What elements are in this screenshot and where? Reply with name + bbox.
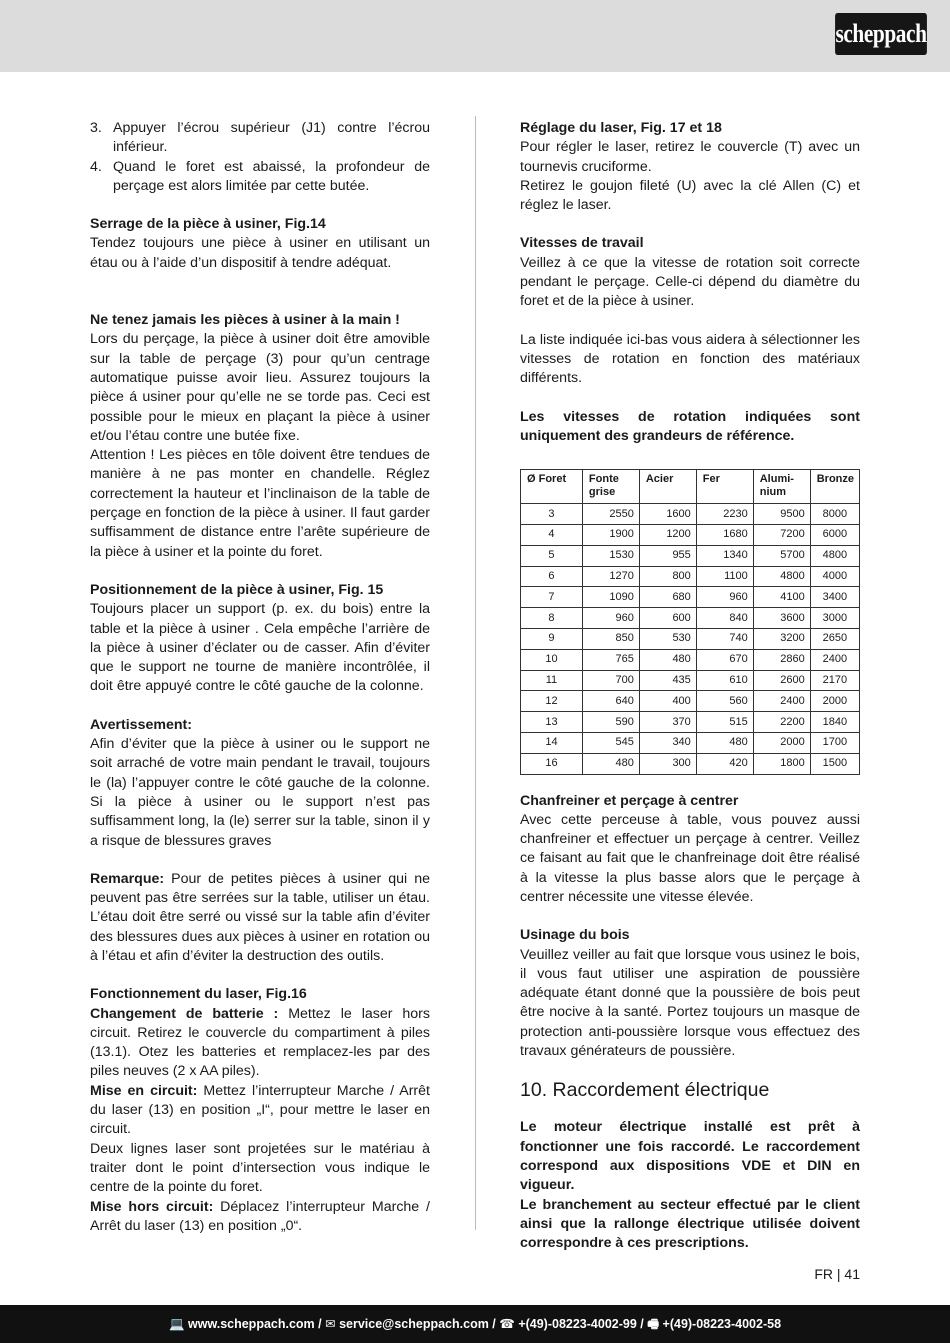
table-header-cell	[582, 470, 639, 504]
header-band	[0, 0, 950, 72]
table-cell: 3000	[810, 608, 859, 629]
inline-label: Mise hors circuit:	[90, 1198, 214, 1215]
table-cell: 1800	[753, 753, 810, 774]
table-cell: 640	[582, 691, 639, 712]
table-row	[521, 691, 860, 712]
paragraph: Toujours placer un support (p. ex. du bois) entre la table et la pièce à usiner . Cela empêche l’arrière de la pièce à usiner d’éclater ou de casser. Afin d’éviter que le support ne tourne de manière incontrôlée, il doit être appuyé contre le côté gauche de la colonne.	[90, 601, 430, 695]
table-cell: 8000	[810, 504, 859, 525]
table-cell: 590	[582, 712, 639, 733]
table-cell: 700	[582, 670, 639, 691]
paragraph: Afin d’éviter que la pièce à usiner ou le support ne soit arraché de votre main pendant le travail, toujours le (la) l’appuyer contre le côté gauche de la colonne. Si la pièce à usiner ou le support n’est pas suffisamment long, la (le) serrer sur la table, sinon il y a risque de blessures graves	[90, 736, 430, 849]
paragraph: Le moteur électrique installé est prêt à fonctionner une fois raccordé. Le raccordement correspond aux dispositions VDE et DIN en vigueur.	[520, 1119, 860, 1194]
table-row	[521, 608, 860, 629]
fax-icon: 🖷	[647, 1317, 660, 1331]
header-line: Fer	[702, 473, 720, 486]
paragraph: Tendez toujours une pièce à usiner en utilisant un étau ou à l’aide d’un dispositif à tendre adéquat.	[90, 235, 430, 271]
table-cell: 530	[639, 628, 696, 649]
table-cell: 4800	[753, 566, 810, 587]
table-cell: 5	[521, 545, 583, 566]
table-cell: 515	[696, 712, 753, 733]
table-cell: 6	[521, 566, 583, 587]
table-cell: 13	[521, 712, 583, 733]
table-cell: 3200	[753, 628, 810, 649]
header-line: Alumi-	[759, 473, 794, 486]
table-header-row	[521, 470, 860, 504]
table-cell: 3	[521, 504, 583, 525]
section-title: Avertissement:	[90, 716, 192, 733]
footer-bar	[0, 1305, 950, 1343]
paragraph: Veuillez veiller au fait que lorsque vous usinez le bois, il vous faut utiliser une aspiration de poussière adéquate étant donné que la poussière de bois peut être nocive à la santé. Portez toujours un masque de protection anti-poussière lorsque vous effectuez des travaux générateurs de poussière.	[520, 946, 860, 1060]
table-cell: 1840	[810, 712, 859, 733]
section-laser	[90, 985, 430, 1236]
header-line: Fonte	[588, 473, 619, 486]
table-cell: 480	[696, 732, 753, 753]
right-column	[520, 119, 860, 1253]
website-link[interactable]: www.scheppach.com	[188, 1317, 315, 1331]
list-item	[90, 158, 430, 197]
table-cell: 16	[521, 753, 583, 774]
table-header-cell	[810, 470, 859, 504]
header-line: Acier	[645, 473, 674, 486]
paragraph	[90, 870, 430, 966]
table-cell: 1700	[810, 732, 859, 753]
paragraph: Deux lignes laser sont projetées sur le matériau à traiter dont le point d’intersection vous indique le centre de la pointe du foret.	[90, 1140, 430, 1196]
table-cell: 850	[582, 628, 639, 649]
table-cell: 2000	[810, 691, 859, 712]
section-wood	[520, 926, 860, 1061]
table-cell: 1200	[639, 524, 696, 545]
table-cell: 6000	[810, 524, 859, 545]
table-cell: 1530	[582, 545, 639, 566]
list-text: Quand le foret est abaissé, la profondeur de perçage est alors limitée par cette butée.	[113, 158, 430, 194]
table-row	[521, 753, 860, 774]
inline-text: Déplacez l’interrupteur Marche / Arrêt du laser (13) en position „0“.	[90, 1198, 430, 1234]
paragraph: La liste indiquée ici-bas vous aidera à sélectionner les vitesses de rotation en fonction des matériaux différents.	[520, 331, 860, 387]
table-cell: 1500	[810, 753, 859, 774]
table-cell: 4000	[810, 566, 859, 587]
table-cell: 7	[521, 587, 583, 608]
separator: /	[314, 1317, 326, 1331]
section-title: Positionnement de la pièce à usiner, Fig. 15	[90, 581, 384, 598]
table-cell: 11	[521, 670, 583, 691]
header-line: grise	[588, 486, 616, 499]
table-cell: 300	[639, 753, 696, 774]
mail-icon: ✉	[325, 1317, 336, 1331]
table-cell: 2650	[810, 628, 859, 649]
inline-text: Mettez le laser hors circuit. Retirez le couvercle du compartiment à piles (13.1). Otez les batteries et remplacez-les par des piles neuves (2 x AA piles).	[90, 1005, 430, 1080]
table-cell: 340	[639, 732, 696, 753]
section-speed-list	[520, 331, 860, 389]
paragraph	[90, 1005, 430, 1082]
table-cell: 765	[582, 649, 639, 670]
table-cell: 10	[521, 649, 583, 670]
phone-icon: ☎	[499, 1317, 515, 1331]
table-row	[521, 628, 860, 649]
table-cell: 9500	[753, 504, 810, 525]
section-title: Réglage du laser, Fig. 17 et 18	[520, 120, 722, 136]
table-cell: 960	[582, 608, 639, 629]
list-item	[90, 119, 430, 158]
table-cell: 3400	[810, 587, 859, 608]
table-cell: 740	[696, 628, 753, 649]
computer-icon: 💻	[168, 1317, 185, 1331]
table-cell: 7200	[753, 524, 810, 545]
table-row	[521, 566, 860, 587]
paragraph: Le branchement au secteur effectué par le client ainsi que la rallonge électrique utilisée doivent correspondre à ces prescriptions.	[520, 1196, 860, 1252]
table-cell: 1340	[696, 545, 753, 566]
table-cell: 1600	[639, 504, 696, 525]
table-cell: 1270	[582, 566, 639, 587]
table-cell: 560	[696, 691, 753, 712]
paragraph: Veillez à ce que la vitesse de rotation soit correcte pendant le perçage. Celle-ci dépend du diamètre du foret et de la pièce à usiner.	[520, 254, 860, 310]
column-divider	[475, 116, 476, 1230]
list-number: 3.	[90, 120, 102, 136]
table-cell: 2400	[753, 691, 810, 712]
table-cell: 480	[582, 753, 639, 774]
section-title: Usinage du bois	[520, 927, 630, 944]
steps-list	[90, 119, 430, 196]
table-row	[521, 670, 860, 691]
table-cell: 610	[696, 670, 753, 691]
table-cell: 2000	[753, 732, 810, 753]
table-cell: 600	[639, 608, 696, 629]
fax-number: +(49)-08223-4002-58	[662, 1317, 782, 1331]
table-cell: 420	[696, 753, 753, 774]
table-cell: 545	[582, 732, 639, 753]
table-row	[521, 587, 860, 608]
table-row	[521, 649, 860, 670]
paragraph: Attention ! Les pièces en tôle doivent être tendues de manière à ne pas monter en chandelle. Réglez correctement la hauteur et l’inclinaison de la table de perçage en fonction de la pièce à usiner. Il faut garder suffisamment de distance entre l’arête supérieure de la pièce à usiner et la pointe du foret.	[90, 447, 430, 560]
table-cell: 2860	[753, 649, 810, 670]
header-line: nium	[759, 486, 786, 499]
table-header-cell	[696, 470, 753, 504]
table-cell: 1900	[582, 524, 639, 545]
inline-text: Mettez l’interrupteur Marche / Arrêt du laser (13) en position „I“, pour mettre le laser en circuit.	[90, 1082, 430, 1138]
section-warning	[90, 716, 430, 851]
table-cell: 840	[696, 608, 753, 629]
table-cell: 2550	[582, 504, 639, 525]
table-row	[521, 712, 860, 733]
paragraph: Pour régler le laser, retirez le couvercle (T) avec un tournevis cruciforme.	[520, 139, 860, 175]
table-cell: 680	[639, 587, 696, 608]
table-cell: 2600	[753, 670, 810, 691]
table-row	[521, 524, 860, 545]
table-cell: 12	[521, 691, 583, 712]
inline-label: Changement de batterie :	[90, 1005, 279, 1022]
section-10-heading: 10. Raccordement électrique	[520, 1079, 770, 1102]
paragraph	[90, 1198, 430, 1237]
speed-table-body	[521, 504, 860, 774]
section-laser-adjust	[520, 119, 860, 215]
section-positioning	[90, 581, 430, 697]
section-title: Fonctionnement du laser, Fig.16	[90, 986, 307, 1003]
table-cell: 2230	[696, 504, 753, 525]
separator: /	[488, 1317, 500, 1331]
table-cell: 2200	[753, 712, 810, 733]
section-title: Vitesses de travail	[520, 235, 644, 252]
table-cell: 4800	[810, 545, 859, 566]
table-cell: 955	[639, 545, 696, 566]
table-cell: 5700	[753, 545, 810, 566]
speed-table	[520, 469, 860, 774]
table-row	[521, 545, 860, 566]
table-cell: 14	[521, 732, 583, 753]
table-header-cell	[753, 470, 810, 504]
section-never-hand	[90, 311, 430, 562]
table-cell: 1100	[696, 566, 753, 587]
section-title: Ne tenez jamais les pièces à usiner à la main !	[90, 312, 400, 329]
section-serrage	[90, 215, 430, 273]
paragraph: Les vitesses de rotation indiquées sont uniquement des grandeurs de référence.	[520, 408, 860, 444]
table-cell: 370	[639, 712, 696, 733]
page-number: FR | 41	[814, 1266, 860, 1282]
section-reference	[520, 408, 860, 447]
table-row	[521, 732, 860, 753]
table-cell: 1090	[582, 587, 639, 608]
table-cell: 670	[696, 649, 753, 670]
paragraph: Lors du perçage, la pièce à usiner doit être amovible sur la table de perçage (3) pour qu’un centrage automatique puisse avoir lieu. Assurez toujours la pièce á usiner pour qu’elle ne se torde pas. Ceci est possible pour le mieux en plaçant la pièce à usiner et/ou l’étau contre une butée fixe.	[90, 331, 430, 444]
table-cell: 2170	[810, 670, 859, 691]
table-cell: 2400	[810, 649, 859, 670]
table-cell: 480	[639, 649, 696, 670]
list-number: 4.	[90, 158, 102, 175]
table-cell: 8	[521, 608, 583, 629]
inline-label: Mise en circuit:	[90, 1082, 198, 1099]
email-link[interactable]: service@scheppach.com	[339, 1317, 489, 1331]
phone-number: +(49)-08223-4002-99	[518, 1317, 637, 1331]
paragraph: Avec cette perceuse à table, vous pouvez aussi chanfreiner et effectuer un perçage à centrer. Veillez ce faisant au fait que le chanfreinage doit être réalisé à la vitesse la plus basse alors que le perçage à centrer nécessite une vitesse élevée.	[520, 811, 860, 905]
section-chamfer	[520, 792, 860, 908]
table-cell: 9	[521, 628, 583, 649]
table-cell: 1680	[696, 524, 753, 545]
section-title: Serrage de la pièce à usiner, Fig.14	[90, 216, 326, 233]
table-row	[521, 504, 860, 525]
table-cell: 3600	[753, 608, 810, 629]
header-line: Ø Foret	[527, 473, 567, 486]
table-cell: 4	[521, 524, 583, 545]
table-header-cell	[521, 470, 583, 504]
table-cell: 800	[639, 566, 696, 587]
section-electric	[520, 1118, 860, 1253]
inline-label: Remarque:	[90, 870, 165, 887]
table-cell: 4100	[753, 587, 810, 608]
section-remark	[90, 870, 430, 966]
section-speeds	[520, 234, 860, 311]
table-cell: 960	[696, 587, 753, 608]
table-header-cell	[639, 470, 696, 504]
list-text: Appuyer l’écrou supérieur (J1) contre l’écrou inférieur.	[113, 120, 430, 156]
table-cell: 400	[639, 691, 696, 712]
separator: /	[636, 1317, 648, 1331]
header-line: Bronze	[816, 473, 854, 486]
section-title: Chanfreiner et perçage à centrer	[520, 792, 739, 809]
paragraph	[90, 1082, 430, 1140]
paragraph: Retirez le goujon fileté (U) avec la clé Allen (C) et réglez le laser.	[520, 177, 860, 214]
left-column	[90, 119, 430, 1236]
inline-text: Pour de petites pièces à usiner qui ne peuvent pas être serrées sur la table, utiliser un étau. L’étau doit être serré ou vissé sur la table afin d’éviter des blessures dues aux pièces à usiner en rotation ou à l’étau et afin d’éviter la destruction des outils.	[90, 870, 430, 964]
table-cell: 435	[639, 670, 696, 691]
brand-logo: scheppach	[835, 13, 927, 55]
